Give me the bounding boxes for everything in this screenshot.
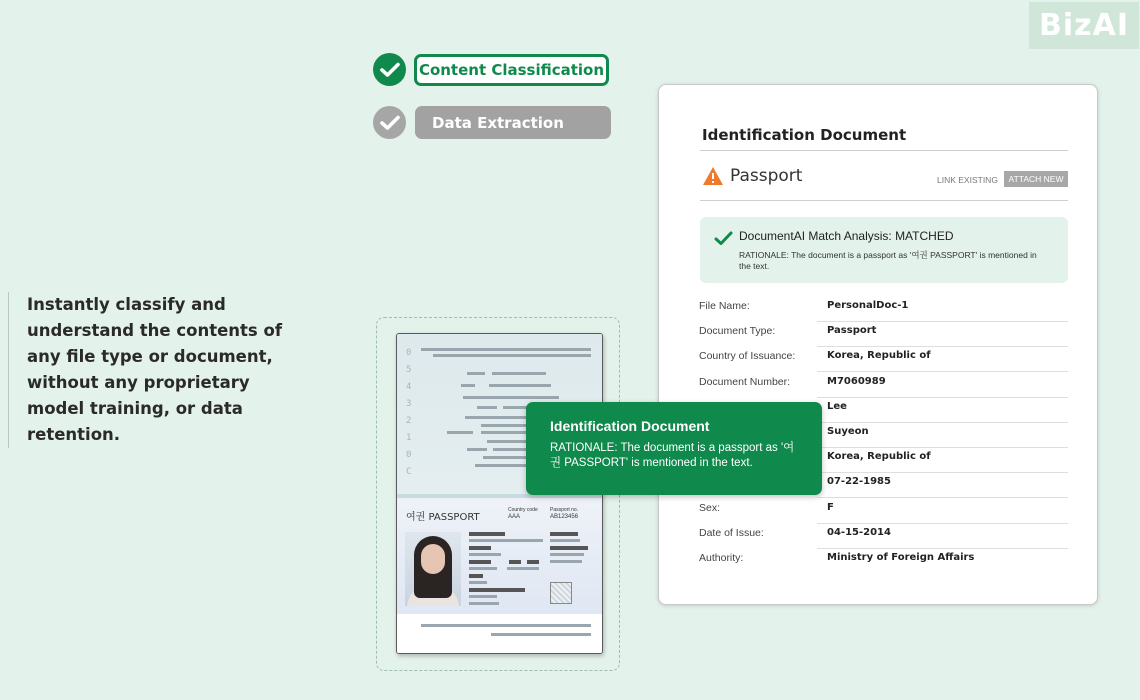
field-label: Country of Issuance: xyxy=(699,350,796,363)
passport-country-code-label: Country code xyxy=(508,507,538,513)
field-value: 04-15-2014 xyxy=(827,526,891,538)
field-value: Ministry of Foreign Affairs xyxy=(827,552,975,563)
tooltip-title: Identification Document xyxy=(550,418,710,434)
match-analysis xyxy=(700,217,1068,283)
field-row xyxy=(699,499,1068,524)
field-label: Authority: xyxy=(699,552,744,564)
document-type: Passport xyxy=(730,166,803,186)
field-row xyxy=(699,524,1068,549)
check-icon xyxy=(714,231,733,251)
tagline xyxy=(8,292,308,448)
passport-number: AB123456 xyxy=(550,514,579,520)
field-label: File Name: xyxy=(699,300,750,312)
field-row xyxy=(699,347,1068,372)
identification-document-card xyxy=(658,84,1098,605)
divider xyxy=(700,200,1068,201)
field-label: Document Number: xyxy=(699,375,791,388)
field-row xyxy=(699,373,1068,398)
passport-country-code: AAA xyxy=(508,514,521,520)
field-label: Date of Issue: xyxy=(699,526,764,539)
field-label: Document Type: xyxy=(699,325,776,338)
step-label: Data Extraction xyxy=(415,106,611,139)
divider xyxy=(700,150,1068,151)
passport-top-page: 0 5 4 3 2 1 0 C xyxy=(397,334,602,494)
passport-photo xyxy=(405,532,461,606)
field-row xyxy=(699,322,1068,347)
warning-icon xyxy=(702,166,724,191)
field-value: M7060989 xyxy=(827,375,886,387)
field-value: Korea, Republic of xyxy=(827,350,931,362)
bizai-logo: BizAI xyxy=(1029,2,1139,49)
step-label: Content Classification xyxy=(414,54,609,86)
field-row xyxy=(699,549,1068,574)
field-value: PersonalDoc-1 xyxy=(827,300,909,311)
attach-new-button[interactable]: ATTACH NEW xyxy=(1004,171,1068,187)
classification-tooltip xyxy=(526,402,822,495)
match-title: DocumentAI Match Analysis: MATCHED xyxy=(739,229,954,243)
field-label: Sex: xyxy=(699,501,721,514)
field-value: Korea, Republic of xyxy=(827,451,931,463)
link-existing-button[interactable]: LINK EXISTING xyxy=(937,175,998,185)
check-icon xyxy=(373,106,406,139)
card-title: Identification Document xyxy=(702,126,907,144)
match-rationale: RATIONALE: The document is a passport as '여권 PASSPORT' is mentioned in the text. xyxy=(739,250,1037,271)
passport-number-label: Passport no. xyxy=(550,507,579,513)
field-value: 07-22-1985 xyxy=(827,476,891,488)
tagline-text: Instantly classify and understand the contents of any file type or document, without any proprietary model training, or data retention. xyxy=(27,295,283,444)
passport-stamp xyxy=(550,582,572,604)
field-value: Passport xyxy=(827,325,877,337)
field-value: F xyxy=(827,501,834,513)
step-data-extraction[interactable] xyxy=(373,106,611,139)
passport-title: 여권 PASSPORT xyxy=(406,512,480,523)
check-icon xyxy=(373,53,406,86)
field-value: Suyeon xyxy=(827,426,869,437)
field-row xyxy=(699,297,1068,322)
passport-bottom xyxy=(397,614,602,654)
field-value: Lee xyxy=(827,400,847,412)
tooltip-rationale: RATIONALE: The document is a passport as '여권 PASSPORT' is mentioned in the text. xyxy=(550,442,795,469)
step-content-classification[interactable] xyxy=(373,53,609,86)
